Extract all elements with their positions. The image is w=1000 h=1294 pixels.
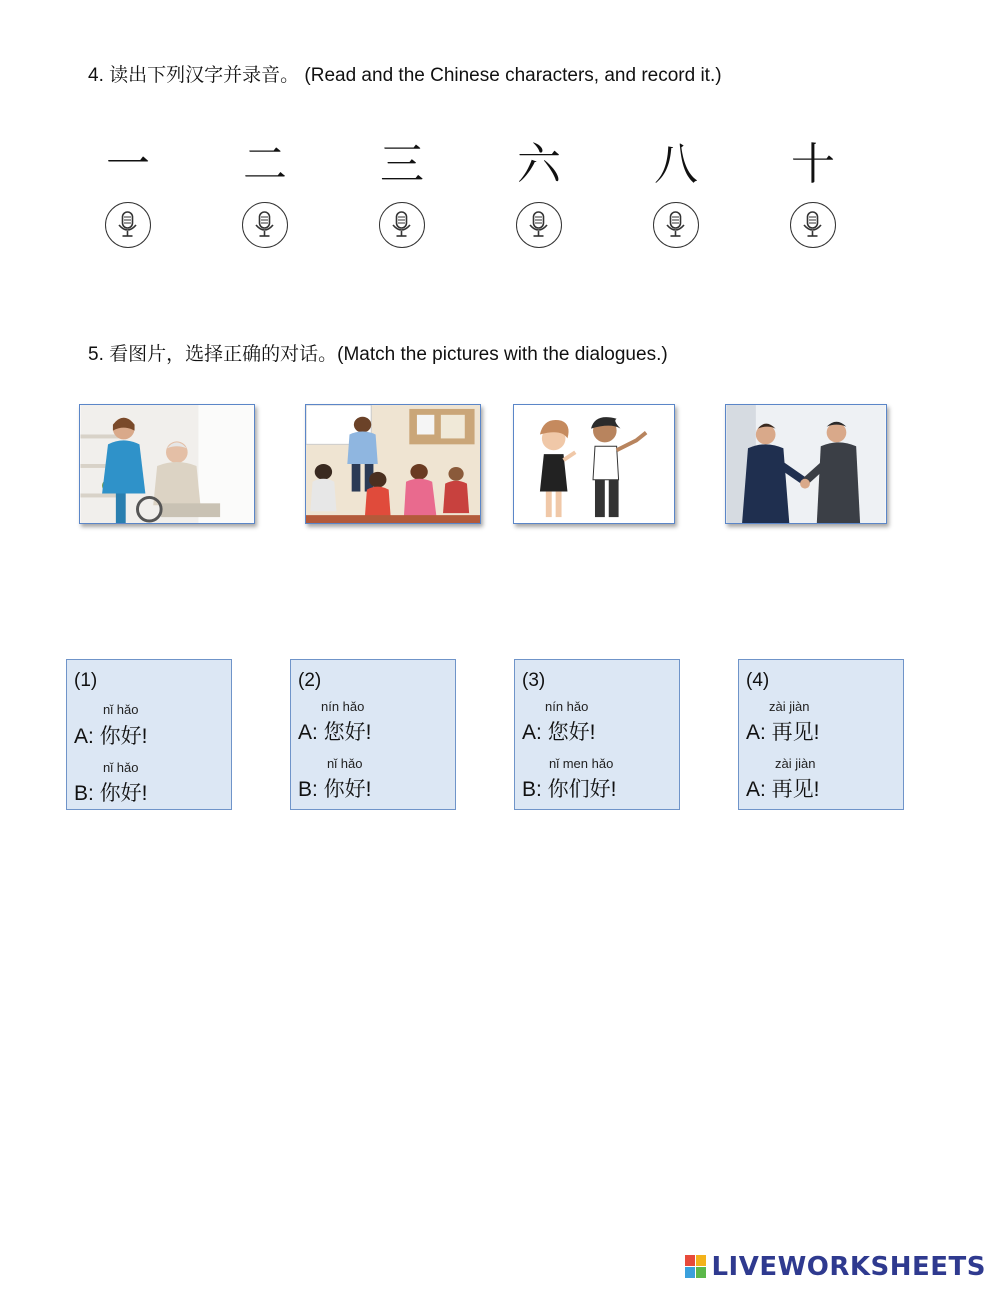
dialogue-line-2: B: 你好! xyxy=(74,782,148,805)
picture-two-kids[interactable] xyxy=(513,404,675,524)
record-button-2[interactable] xyxy=(242,202,288,248)
two-kids-waving-image xyxy=(514,405,674,523)
picture-businessmen[interactable] xyxy=(725,404,887,524)
classroom-image xyxy=(306,405,480,523)
microphone-icon xyxy=(380,203,423,246)
record-button-4[interactable] xyxy=(516,202,562,248)
dialogue-line-1: A: 你好! xyxy=(74,725,148,748)
dialogue-box-2[interactable] xyxy=(290,659,456,810)
pinyin-line-2: nǐ hǎo xyxy=(327,756,363,771)
dialogue-line-1: A: 您好! xyxy=(298,721,372,744)
liveworksheets-icon xyxy=(685,1255,707,1279)
dialogue-box-4[interactable] xyxy=(738,659,904,810)
dialogue-number: (1) xyxy=(74,670,98,691)
handshake-image xyxy=(726,405,886,523)
pinyin-line-2: zài jiàn xyxy=(775,756,816,771)
character-3: 三 xyxy=(380,139,424,190)
dialogue-box-1[interactable] xyxy=(66,659,232,810)
dialogue-box-3[interactable] xyxy=(514,659,680,810)
character-1: 一 xyxy=(106,139,150,190)
picture-nurse-elderly[interactable] xyxy=(79,404,255,524)
microphone-icon xyxy=(243,203,286,246)
question-5-label: 5. 看图片，选择正确的对话。(Match the pictures with the dialogues.) xyxy=(88,344,668,365)
character-4: 六 xyxy=(517,139,561,190)
pinyin-line-1: nín hǎo xyxy=(545,699,589,714)
dialogue-line-1: A: 您好! xyxy=(522,721,596,744)
nurse-elderly-image xyxy=(80,405,254,523)
pinyin-line-2: nǐ men hǎo xyxy=(549,756,614,771)
question-4-label: 4. 读出下列汉字并录音。 (Read and the Chinese characters, and record it.) xyxy=(88,65,722,86)
dialogue-number: (2) xyxy=(298,670,322,691)
pinyin-line-2: nǐ hǎo xyxy=(103,760,139,775)
picture-teacher-children[interactable] xyxy=(305,404,481,524)
pinyin-line-1: nǐ hǎo xyxy=(103,702,139,717)
dialogue-line-2: B: 你们好! xyxy=(522,778,617,801)
character-6: 十 xyxy=(791,139,835,190)
character-2: 二 xyxy=(243,139,287,190)
dialogue-number: (3) xyxy=(522,670,546,691)
dialogue-line-2: B: 你好! xyxy=(298,778,372,801)
microphone-icon xyxy=(106,203,149,246)
pinyin-line-1: nín hǎo xyxy=(321,699,365,714)
microphone-icon xyxy=(791,203,834,246)
record-button-3[interactable] xyxy=(379,202,425,248)
brand-text: LIVEWORKSHEETS xyxy=(711,1252,986,1282)
liveworksheets-logo xyxy=(685,1252,986,1282)
record-button-5[interactable] xyxy=(653,202,699,248)
dialogue-line-2: A: 再见! xyxy=(746,778,820,801)
microphone-icon xyxy=(654,203,697,246)
record-button-1[interactable] xyxy=(105,202,151,248)
dialogue-number: (4) xyxy=(746,670,770,691)
character-5: 八 xyxy=(654,139,698,190)
pinyin-line-1: zài jiàn xyxy=(769,699,810,714)
microphone-icon xyxy=(517,203,560,246)
record-button-6[interactable] xyxy=(790,202,836,248)
dialogue-line-1: A: 再见! xyxy=(746,721,820,744)
